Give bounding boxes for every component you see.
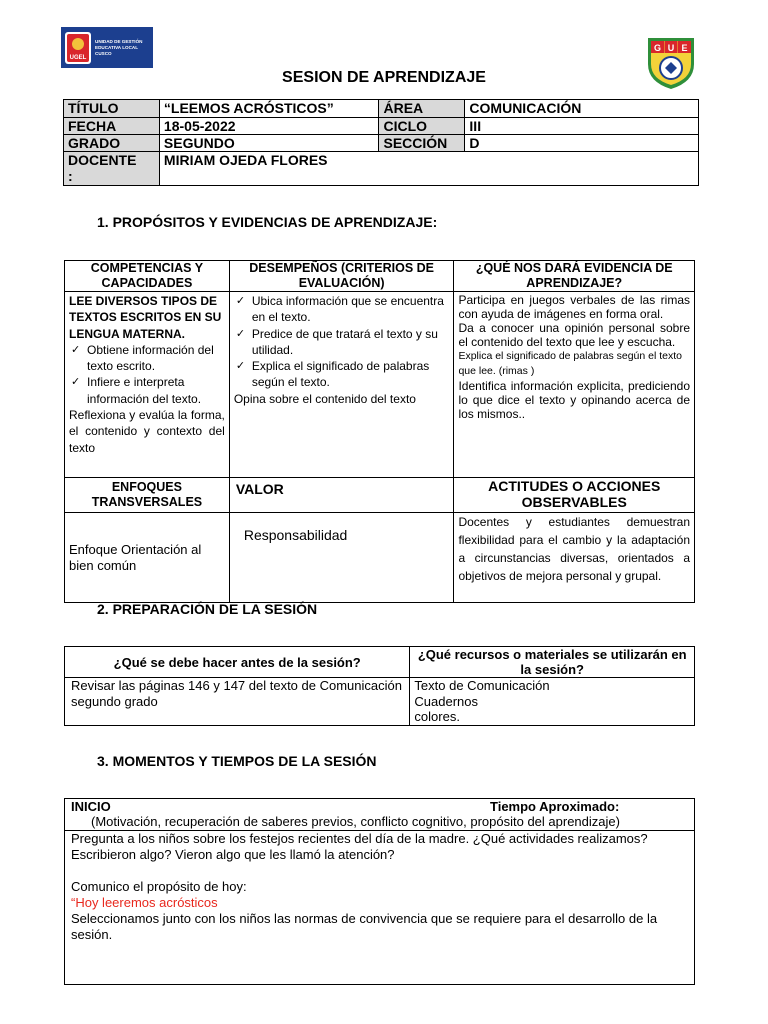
ugel-emblem-icon [65,32,91,64]
capacidad-extra: Reflexiona y evalúa la forma, el contenido y contexto del texto [69,408,225,455]
desempenos-list [234,293,450,391]
evidencia-1: Participa en juegos verbales de las rimas con ayuda de imágenes en forma oral. [458,293,690,321]
titulo-value: “LEEMOS ACRÓSTICOS” [159,100,379,118]
actitud-cell: Docentes y estudiantes demuestran flexibilidad para el cambio y la adaptación a circunstancias diversas, orientados a objetivos de mejora personal y grupal. [454,513,695,603]
list-item: Cuadernos [414,693,479,709]
section-3-heading: 3. MOMENTOS Y TIEMPOS DE LA SESIÓN [97,753,377,769]
antes-cell: Revisar las páginas 146 y 147 del texto de Comunicación segundo grado [65,678,410,726]
list-item: ✓ Ubica información que se encuentra en el texto. [234,293,450,326]
desempeno-extra: Opina sobre el contenido del texto [233,391,416,406]
list-item: Texto de Comunicación [414,678,550,693]
competencia-text: LEE DIVERSOS TIPOS DE TEXTOS ESCRITOS EN SU LENGUA MATERNA. [69,294,222,341]
section-2-heading: 2. PREPARACIÓN DE LA SESIÓN [97,601,318,617]
momentos-table [64,798,695,985]
evidencia-3: Explica el significado de palabras según el texto que lee. (rimas ) [458,350,683,377]
grado-value: SEGUNDO [159,135,379,152]
seccion-label: SECCIÓN [379,135,465,152]
area-label: ÁREA [379,100,465,118]
ciclo-value: III [465,118,699,135]
valor-cell: Responsabilidad [229,513,454,603]
inicio-body [65,831,695,985]
antes-header: ¿Qué se debe hacer antes de la sesión? [65,647,410,678]
inicio-subtitle: (Motivación, recuperación de saberes previos, conflicto cognitivo, propósito del aprendizaje) [91,814,620,829]
section-1-heading: 1. PROPÓSITOS Y EVIDENCIAS DE APRENDIZAJE: [97,214,438,230]
docente-label: DOCENTE : [64,152,160,186]
evidencia-2: Da a conocer una opinión personal sobre el contenido del texto que lee y escucha. [458,321,690,349]
evidencia-header: ¿QUÉ NOS DARÁ EVIDENCIA DE APRENDIZAJE? [454,261,695,292]
capacidades-list [69,342,225,407]
evidencia-4: Identifica información explicita, prediciendo lo que dice el texto y opinando acerca de los mismos.. [458,379,690,421]
actitudes-header: ACTITUDES O ACCIONES OBSERVABLES [454,478,695,513]
ciclo-label: CICLO [379,118,465,135]
inicio-paragraph-4: Seleccionamos junto con los niños las normas de convivencia que se requiere para el desarrollo de la sesión. [71,911,658,942]
list-item: ✓ Predice de que tratará el texto y su utilidad. [234,326,450,359]
ugel-logo [61,27,153,68]
recursos-cell [410,678,695,726]
svg-text:G: G [653,43,662,53]
svg-text:E: E [681,43,688,53]
desempenos-header: DESEMPEÑOS (CRITERIOS DE EVALUACIÓN) [229,261,454,292]
enfoque-cell: Enfoque Orientación al bien común [65,513,230,603]
svg-text:U: U [667,43,675,53]
tiempo-label: Tiempo Aproximado: [490,799,620,814]
fecha-label: FECHA [64,118,160,135]
inicio-header-cell [65,799,695,831]
competencias-header: COMPETENCIAS Y CAPACIDADES [65,261,230,292]
recursos-header: ¿Qué recursos o materiales se utilizarán en la sesión? [410,647,695,678]
area-value: COMUNICACIÓN [465,100,699,118]
inicio-paragraph-2: Comunico el propósito de hoy: [71,879,247,894]
evidencia-cell [454,292,695,478]
titulo-label: TÍTULO [64,100,160,118]
list-item: ✓ Explica el significado de palabras según el texto. [234,358,450,391]
competencias-cell [65,292,230,478]
list-item: ✓ Infiere e interpreta información del texto. [69,374,225,407]
valor-header: VALOR [229,478,454,513]
enfoques-header: ENFOQUES TRANSVERSALES [65,478,230,513]
fecha-value: 18-05-2022 [159,118,379,135]
inicio-paragraph-1: Pregunta a los niños sobre los festejos recientes del día de la madre. ¿Qué actividades realizamos? Escribieron algo? Vieron algo que les llamó la atención? [71,831,648,862]
proposito-text: “Hoy leeremos acrósticos [71,895,218,910]
ugel-badge-text: UGEL [69,54,87,61]
docente-value: MIRIAM OJEDA FLORES [159,152,698,186]
seccion-value: D [465,135,699,152]
ugel-text: UNIDAD DE GESTIÓN EDUCATIVA LOCAL CUSCO [95,38,143,56]
inicio-label: INICIO [71,799,111,814]
page-title: SESION DE APRENDIZAJE [282,69,486,86]
list-item: colores. [414,709,460,724]
desempenos-cell [229,292,454,478]
list-item: ✓ Obtiene información del texto escrito. [69,342,225,375]
preparacion-table [64,646,695,726]
info-table [63,99,699,186]
grado-label: GRADO [64,135,160,152]
propositos-table [64,260,695,603]
